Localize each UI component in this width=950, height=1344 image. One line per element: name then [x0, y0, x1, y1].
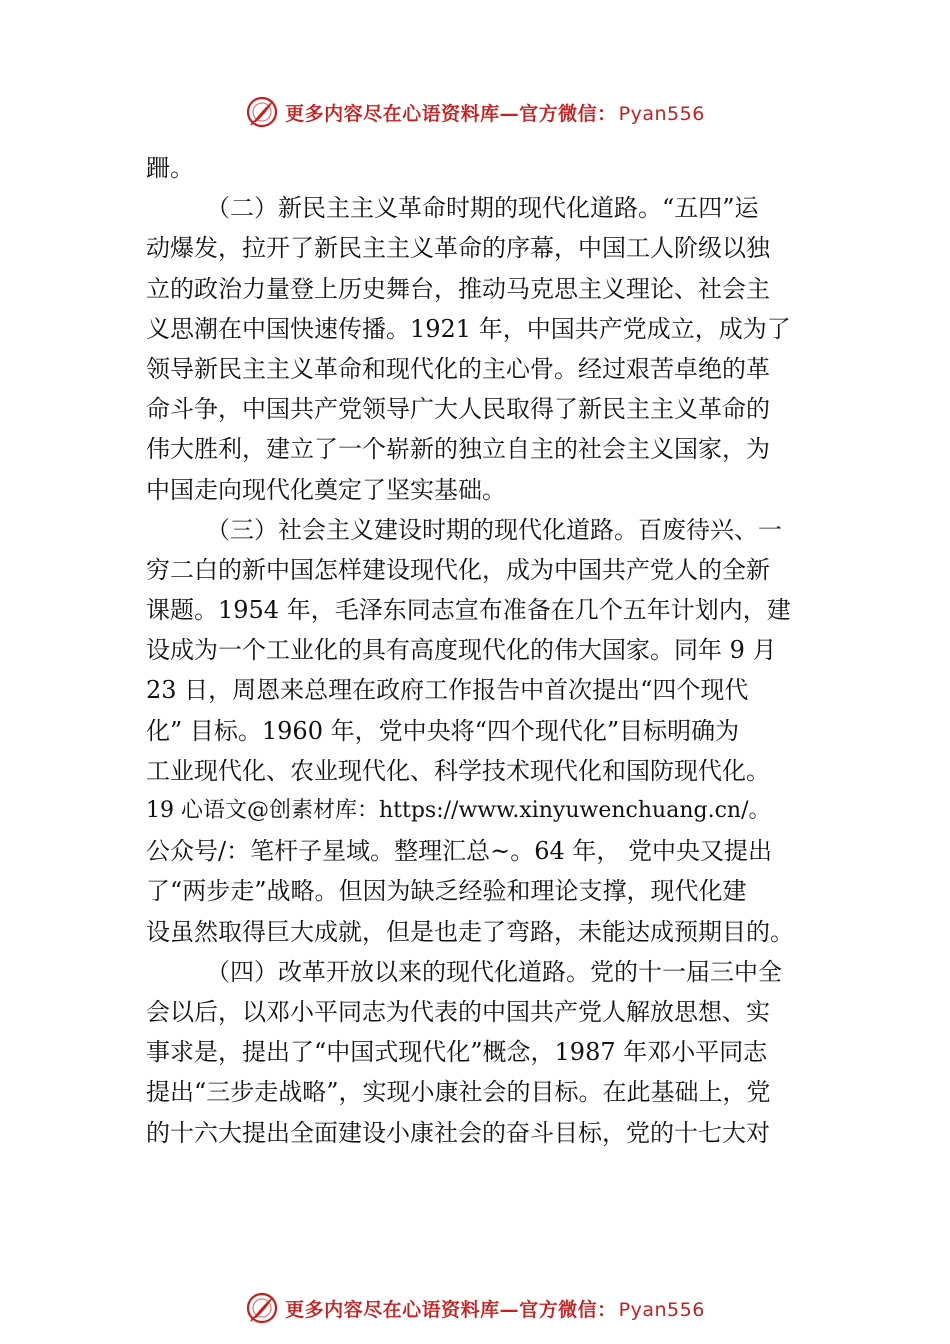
text-line: 事求是，提出了“中国式现代化”概念，1987 年邓小平同志: [146, 1038, 768, 1067]
text-line: 会以后，以邓小平同志为代表的中国共产党人解放思想、实: [146, 997, 770, 1026]
banner-text: 更多内容尽在心语资料库—官方微信： Pyan556: [285, 102, 705, 125]
text-line: 义思潮在中国快速传播。1921 年，中国共产党成立，成为了: [146, 314, 791, 343]
text-line: 化” 目标。1960 年，党中央将“四个现代化”目标明确为: [146, 716, 740, 745]
text-line: （三）社会主义建设时期的现代化道路。百废待兴、一: [206, 515, 782, 544]
text-line: 命斗争，中国共产党领导广大人民取得了新民主主义革命的: [146, 395, 770, 424]
banner-wechat-id: Pyan556: [618, 102, 705, 125]
text-line: （四）改革开放以来的现代化道路。党的十一届三中全: [206, 957, 782, 986]
text-line: 了“两步走”战略。但因为缺乏经验和理论支撑，现代化建: [146, 877, 747, 906]
text-line: 课题。1954 年，毛泽东同志宣布准备在几个五年计划内，建: [146, 596, 791, 625]
text-line: 领导新民主主义革命和现代化的主心骨。经过艰苦卓绝的革: [146, 354, 770, 383]
text-line: 的十六大提出全面建设小康社会的奋斗目标，党的十七大对: [146, 1118, 770, 1147]
text-line: 伟大胜利，建立了一个崭新的独立自主的社会主义国家，为: [146, 435, 770, 464]
text-line: 设成为一个工业化的具有高度现代化的伟大国家。同年 9 月: [146, 636, 777, 665]
text-line: （二）新民主主义革命时期的现代化道路。“五四”运: [206, 194, 759, 223]
red-quill-logo-icon: [245, 1291, 279, 1325]
header-banner: [0, 92, 950, 132]
banner-text: 更多内容尽在心语资料库—官方微信： Pyan556: [285, 1298, 705, 1321]
text-line: 公众号/：笔杆子星域。整理汇总~。64 年， 党中央又提出: [146, 837, 772, 866]
red-quill-logo-icon: [245, 95, 279, 129]
text-line: 跚。: [146, 154, 194, 182]
banner-wechat-id: Pyan556: [618, 1298, 705, 1321]
text-line: 提出“三步走战略”，实现小康社会的目标。在此基础上，党: [146, 1078, 771, 1107]
document-body: [146, 148, 818, 1153]
text-line: 19 心语文@创素材库：https://www.xinyuwenchuang.cn/。: [146, 798, 771, 823]
text-line: 工业现代化、农业现代化、科学技术现代化和国防现代化。: [146, 756, 770, 785]
text-line: 立的政治力量登上历史舞台，推动马克思主义理论、社会主: [146, 274, 770, 303]
footer-banner: [0, 1288, 950, 1328]
text-line: 穷二白的新中国怎样建设现代化，成为中国共产党人的全新: [146, 555, 770, 584]
text-line: 中国走向现代化奠定了坚实基础。: [146, 475, 506, 504]
text-line: 动爆发，拉开了新民主主义革命的序幕，中国工人阶级以独: [146, 234, 770, 263]
text-line: 设虽然取得巨大成就，但是也走了弯路，未能达成预期目的。: [146, 917, 794, 946]
text-line: 23 日，周恩来总理在政府工作报告中首次提出“四个现代: [146, 676, 749, 705]
